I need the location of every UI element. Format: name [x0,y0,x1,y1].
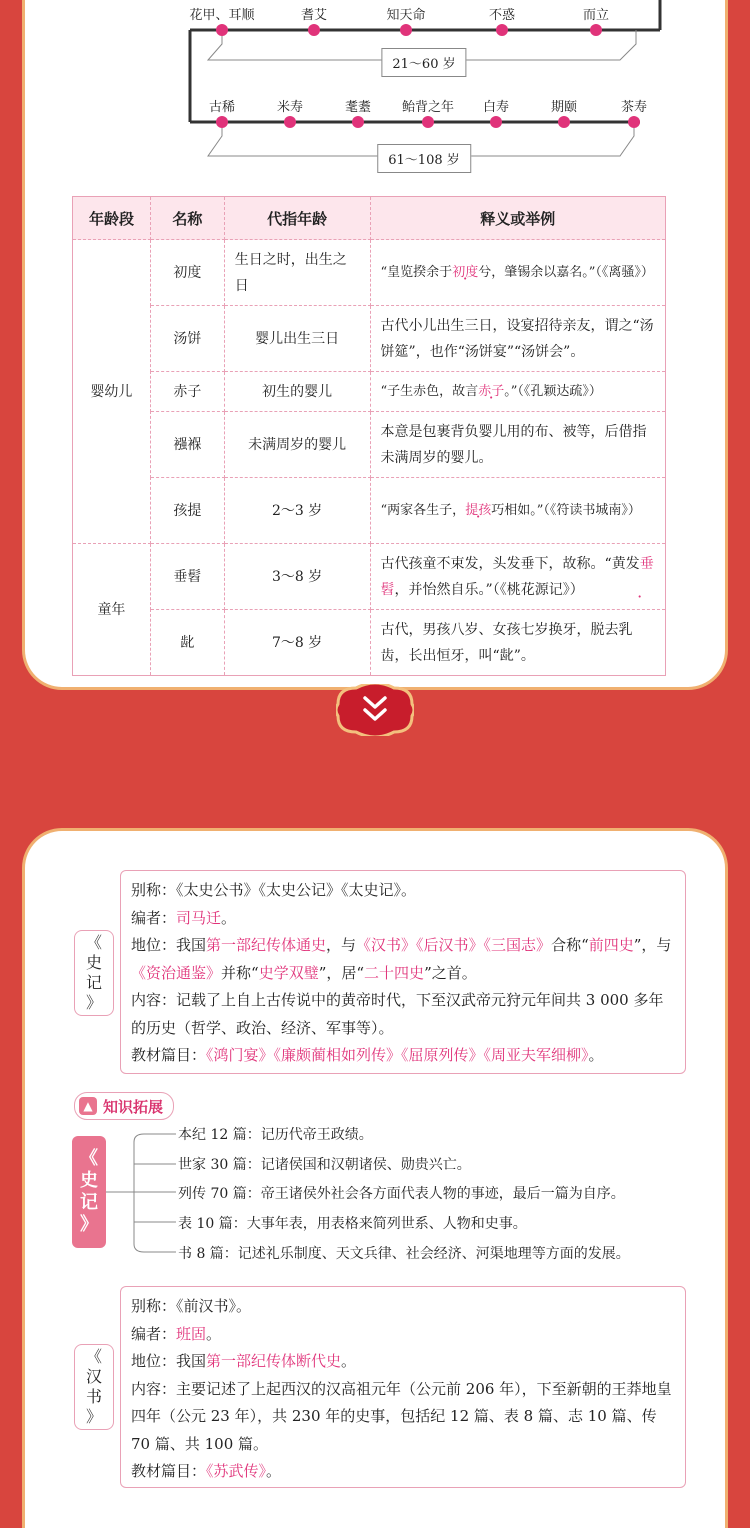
textbook-line [131,1458,675,1486]
extension-item: 本纪 12 篇：记历代帝王政绩。 [178,1127,373,1143]
shiji-tag [74,930,114,1016]
alias-line: 别称：《太史公书》《太史公记》《太史记》。 [131,881,417,899]
timeline-label: 白寿 [482,100,510,115]
author-name: 司马迁 [176,908,222,927]
column-header: 释义或举例 [370,197,665,240]
table-row [73,306,666,372]
tag-char: 史 [85,953,102,972]
extension-item: 表 10 篇：大事年表，用表格来简列世系、人物和史事。 [178,1216,527,1232]
text: ”，与 [633,936,672,954]
alias-line: 别称：《前汉书》。 [131,1297,252,1315]
punct: 。 [221,908,237,927]
table-row [73,544,666,610]
label: 编者： [131,908,177,927]
tag-char: 记 [80,1192,98,1213]
tag-char: 史 [80,1170,98,1191]
desc-highlight: 赤子 [478,383,505,399]
tag-char: 》 [80,1214,98,1235]
tag-label: 知识拓展 [103,1097,164,1116]
timeline-lines [0,0,750,190]
age-cell: 3～8 岁 [224,544,370,610]
table-row [73,478,666,544]
highlight: 第一部纪传体通史 [206,936,327,954]
tag-char: 记 [85,973,102,992]
desc-text: 兮，肇锡余以嘉名。”（《离骚》） [478,264,654,280]
tag-char: 》 [85,1407,102,1426]
desc-text: 。”（《孔颖达疏》） [504,383,602,399]
highlight: 前四史 [588,936,634,954]
tag-char: 书 [85,1387,102,1406]
timeline-label: 耄耋 [344,100,372,115]
author-line [131,905,675,933]
desc-cell: 古代小儿出生三日，设宴招待亲友，谓之“汤饼筵”，也作“汤饼宴”“汤饼会”。 [370,306,665,372]
desc-highlight: 垂髫 · [381,556,654,598]
desc-text: 巧相如。”（《符读书城南》） [491,502,641,518]
tag-char: 《 [85,933,102,952]
desc-cell: 本意是包裹背负婴儿用的布、被等，后借指未满周岁的婴儿。 [370,412,665,478]
timeline-label: 不惑 [488,8,516,23]
timeline-label: 知天命 [386,8,426,23]
text: ，与 [326,936,357,954]
desc-cell [370,544,665,610]
label: 编者： [131,1324,177,1343]
extension-item: 世家 30 篇：记诸侯国和汉朝诸侯、勋贵兴亡。 [178,1157,471,1173]
desc-highlight: 提孩 [465,502,492,518]
highlight: 史学双璧 [258,963,319,982]
punct: 。 [266,1462,282,1480]
author-line [131,1321,675,1349]
table-header-row [73,197,666,240]
content-line: 内容：主要记述了上起西汉的汉高祖元年（公元前 206 年），下至新朝的王莽地皇四年（公元 23 年），共 230 年的史事，包括纪 12 篇、表 8 篇、志 10 篇、传 70 篇、共 100 篇。 [131,1379,672,1453]
author-name: 班固 [176,1324,207,1343]
label: 教材篇目： [131,1046,207,1064]
extension-side-tag [72,1136,106,1248]
desc-cell: 古代，男孩八岁、女孩七岁换牙，脱去乳齿，长出恒牙，叫“龀”。 [370,610,665,676]
calendar-icon: ▲ [79,1097,97,1115]
table-row [73,372,666,412]
age-cell: 婴儿出生三日 [224,306,370,372]
timeline-label: 而立 [582,8,610,23]
highlight: 《汉书》《后汉书》《三国志》 [356,936,552,954]
group-cell: 童年 [73,544,151,676]
name-cell: 襁褓 [150,412,224,478]
column-header: 代指年龄 [224,197,370,240]
timeline-label: 米寿 [276,100,304,115]
timeline-label: 茶寿 [620,100,648,115]
punct: 。 [588,1046,604,1064]
age-table [72,196,666,676]
desc-text: 古代孩童不束发，头发垂下，故称。“黄发 [380,555,640,572]
group-cell: 婴幼儿 [73,240,151,544]
name-cell: 赤子 [150,372,224,412]
name-cell: 龀 [150,610,224,676]
highlight: 第一部纪传体断代史 [206,1352,342,1370]
text: ”之首。 [424,963,477,982]
age-timeline [0,0,750,190]
table-row [73,610,666,676]
desc-cell [370,372,665,412]
timeline-label: 鲐背之年 [401,100,455,115]
age-cell: 生日之时，出生之日 [224,240,370,306]
age-cell: 未满周岁的婴儿 [224,412,370,478]
desc-text: “子生赤色，故言 [380,383,479,399]
text: 合称“ [551,936,589,954]
name-cell: 汤饼 [150,306,224,372]
highlight: 《资治通鉴》 [131,963,222,982]
age-cell: 7～8 岁 [224,610,370,676]
table-row [73,412,666,478]
desc-text: “两家各生子， [380,502,466,518]
punct: 。 [206,1324,222,1343]
age-cell: 初生的婴儿 [224,372,370,412]
desc-cell [370,240,665,306]
name-cell: 初度 [150,240,224,306]
column-header: 名称 [150,197,224,240]
name-cell: 垂髫 [150,544,224,610]
tag-char: 汉 [85,1367,102,1386]
label: 教材篇目： [131,1462,207,1480]
highlight: 《苏武传》 [206,1462,267,1480]
text: 地位：我国 [131,936,207,954]
hanshu-box [120,1286,686,1488]
shiji-box [120,870,686,1074]
tag-char: 《 [80,1148,98,1169]
extension-item: 书 8 篇：记述礼乐制度、天文兵律、社会经济、河渠地理等方面的发展。 [178,1246,630,1262]
status-line [131,932,675,987]
tag-char: 》 [85,993,102,1012]
highlight: 《鸿门宴》《廉颇蔺相如列传》《屈原列传》《周亚夫军细柳》 [206,1046,589,1064]
extension-item: 列传 70 篇：帝王诸侯外社会各方面代表人物的事迹，最后一篇为自序。 [178,1186,625,1202]
timeline-label: 古稀 [208,100,236,115]
scroll-down-knot-icon[interactable] [336,684,414,736]
timeline-label: 耆艾 [300,8,328,23]
timeline-label: 期颐 [550,100,578,115]
hanshu-tag [74,1344,114,1430]
content-line: 内容：记载了上自上古传说中的黄帝时代，下至汉武帝元狩元年间共 3 000 多年的历史（哲学、政治、经济、军事等）。 [131,991,664,1037]
name-cell: 孩提 [150,478,224,544]
text: ”，居“ [318,963,365,982]
desc-highlight: 初度 [452,264,479,280]
textbook-line [131,1042,675,1070]
status-line [131,1348,675,1376]
knowledge-extension-tag [74,1092,174,1120]
timeline-range: 61～108 岁 [377,144,471,173]
timeline-range: 21～60 岁 [381,48,466,77]
tag-char: 《 [85,1347,102,1366]
age-cell: 2～3 岁 [224,478,370,544]
text: 。 [341,1352,357,1370]
desc-text: “皇览揆余于 [380,264,453,280]
highlight: 二十四史 [364,963,425,982]
timeline-label: 花甲、耳顺 [189,8,255,23]
text: 地位：我国 [131,1352,207,1370]
desc-cell [370,478,665,544]
table-row [73,240,666,306]
desc-text: ，并怡然自乐。”（《桃花源记》） [394,581,584,598]
text: 并称“ [221,963,259,982]
column-header: 年龄段 [73,197,151,240]
